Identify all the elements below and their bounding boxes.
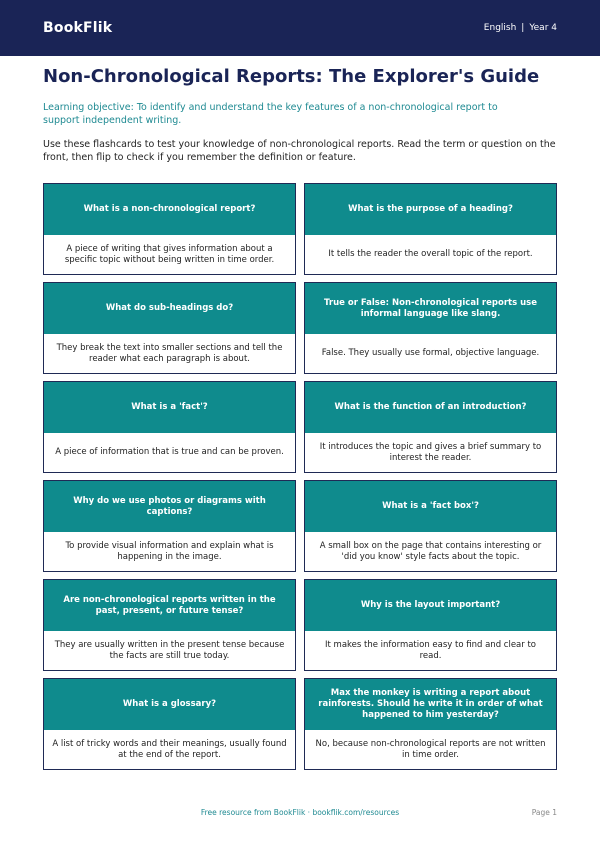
flashcard-grid xyxy=(43,183,557,770)
flashcard-front: Are non-chronological reports written in the past, present, or future tense? xyxy=(44,580,295,631)
flashcard-front: Why is the layout important? xyxy=(305,580,556,631)
flashcard-back: It tells the reader the overall topic of the report. xyxy=(305,235,556,274)
instructions: Use these flashcards to test your knowledge of non-chronological reports. Read the term or question on the front, then flip to check if you remember the definition or feature. xyxy=(43,139,556,163)
flashcard-back: A piece of writing that gives information about a specific topic without being written in time order. xyxy=(44,235,295,274)
flashcard-back: A list of tricky words and their meanings, usually found at the end of the report. xyxy=(44,730,295,769)
flashcard-back: It makes the information easy to find and clear to read. xyxy=(305,631,556,670)
flashcard-front: Max the monkey is writing a report about rainforests. Should he write it in order of what happened to him yesterday? xyxy=(305,679,556,730)
flashcard-back: They are usually written in the present tense because the facts are still true today. xyxy=(44,631,295,670)
flashcard[interactable] xyxy=(43,579,296,671)
flashcard-front: What is a 'fact box'? xyxy=(305,481,556,532)
header-bar xyxy=(0,0,600,56)
flashcard-back: A small box on the page that contains interesting or 'did you know' style facts about the topic. xyxy=(305,532,556,571)
flashcard-front: What is a 'fact'? xyxy=(44,382,295,433)
flashcard[interactable] xyxy=(304,282,557,374)
flashcard-front: What is a glossary? xyxy=(44,679,295,730)
subject-label: English xyxy=(483,23,517,33)
flashcard-front: What is the function of an introduction? xyxy=(305,382,556,433)
flashcard-back: False. They usually use formal, objective language. xyxy=(305,334,556,373)
brand-logo[interactable]: BookFlik xyxy=(43,20,113,36)
flashcard-front: What do sub-headings do? xyxy=(44,283,295,334)
flashcard[interactable] xyxy=(304,579,557,671)
flashcard-front: What is a non-chronological report? xyxy=(44,184,295,235)
flashcard-back: A piece of information that is true and can be proven. xyxy=(44,433,295,472)
learning-objective: Learning objective: To identify and understand the key features of a non-chronological report to support independent writing. xyxy=(43,102,498,126)
page-number: Page 1 xyxy=(531,808,557,817)
year-label: Year 4 xyxy=(529,23,557,33)
flashcard[interactable] xyxy=(304,183,557,275)
flashcard[interactable] xyxy=(304,480,557,572)
flashcard-back: No, because non-chronological reports are not written in time order. xyxy=(305,730,556,769)
header-meta xyxy=(484,23,557,33)
flashcard-back: To provide visual information and explain what is happening in the image. xyxy=(44,532,295,571)
flashcard[interactable] xyxy=(43,183,296,275)
flashcard-front: What is the purpose of a heading? xyxy=(305,184,556,235)
flashcard-back: They break the text into smaller sections and tell the reader what each paragraph is about. xyxy=(44,334,295,373)
flashcard[interactable] xyxy=(43,678,296,770)
flashcard-front: Why do we use photos or diagrams with captions? xyxy=(44,481,295,532)
flashcard[interactable] xyxy=(43,381,296,473)
footer-link[interactable]: Free resource from BookFlik · bookflik.com/resources xyxy=(200,808,400,817)
page-title: Non-Chronological Reports: The Explorer's Guide xyxy=(43,66,540,87)
flashcard[interactable] xyxy=(304,381,557,473)
flashcard-front: True or False: Non-chronological reports use informal language like slang. xyxy=(305,283,556,334)
flashcard-back: It introduces the topic and gives a brief summary to interest the reader. xyxy=(305,433,556,472)
meta-separator: | xyxy=(521,23,525,33)
flashcard[interactable] xyxy=(43,282,296,374)
flashcard[interactable] xyxy=(304,678,557,770)
flashcard[interactable] xyxy=(43,480,296,572)
